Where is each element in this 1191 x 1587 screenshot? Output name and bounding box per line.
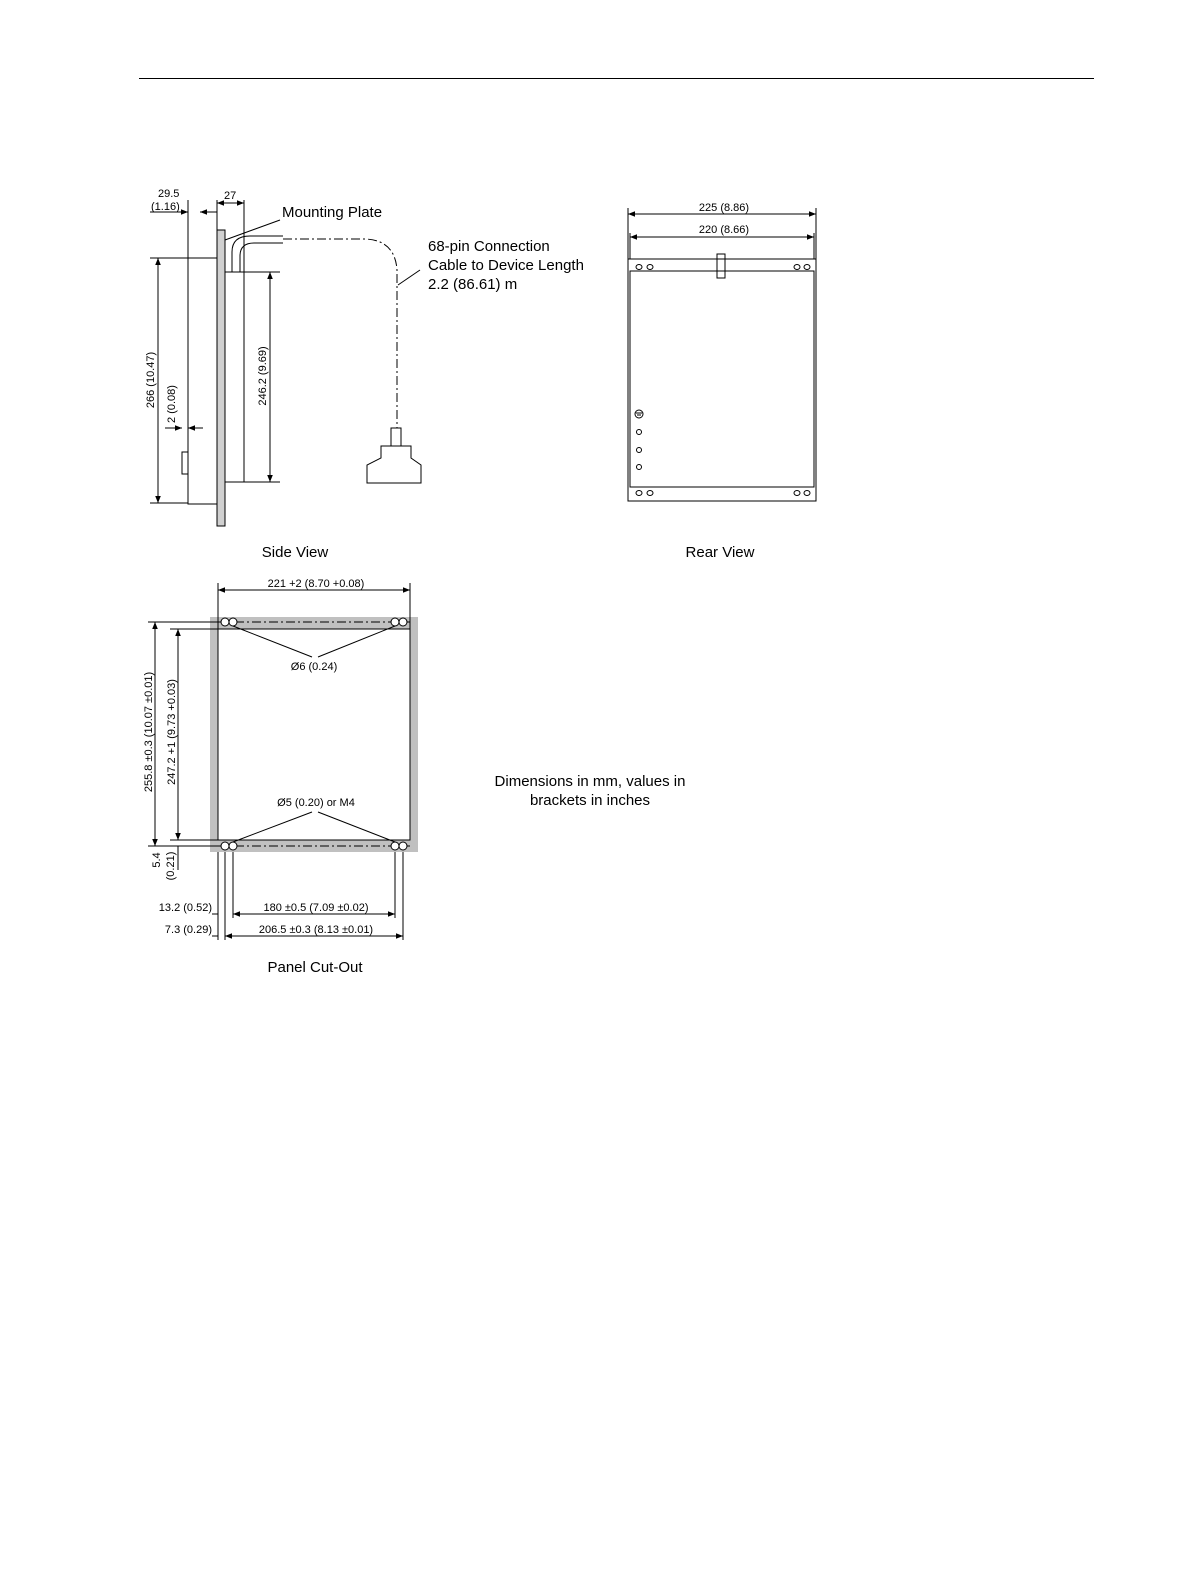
mounting-plate-shape xyxy=(217,230,225,526)
units-note-line1: Dimensions in mm, values in xyxy=(494,773,686,790)
cutout-dim-offset-mm: 5.4 xyxy=(151,852,163,868)
side-view-caption: Side View xyxy=(261,544,329,561)
side-dim-plate: 27 xyxy=(224,190,237,202)
side-dim-depth-in: (1.16) xyxy=(151,201,180,213)
cutout-dim-inner-height: 247.2 +1 (9.73 +0.03) xyxy=(166,679,178,785)
cutout-dim-spacing2: 206.5 ±0.3 (8.13 ±0.01) xyxy=(258,924,374,936)
rear-outline xyxy=(628,259,816,501)
panel-cutout-caption: Panel Cut-Out xyxy=(267,959,363,976)
cutout-dim-spacing1: 180 ±0.5 (7.09 ±0.02) xyxy=(263,902,369,914)
rear-view-caption: Rear View xyxy=(685,544,755,561)
cutout-hole-top: Ø6 (0.24) xyxy=(290,661,338,673)
mounting-plate-label: Mounting Plate xyxy=(282,204,383,221)
cutout-dim-edge1: 13.2 (0.52) xyxy=(158,902,212,914)
side-dim-thickness: 2 (0.08) xyxy=(166,385,178,423)
cutout-dim-width: 221 +2 (8.70 +0.08) xyxy=(267,578,365,590)
side-dim-body: 246.2 (9.69) xyxy=(257,346,269,406)
cutout-dim-offset-in: (0.21) xyxy=(165,851,177,881)
rear-dim-outer: 225 (8.86) xyxy=(698,202,750,214)
cutout-hole-bottom: Ø5 (0.20) or M4 xyxy=(277,797,355,809)
cable-label-line1: 68-pin Connection xyxy=(428,238,550,255)
side-bezel xyxy=(188,258,217,504)
device-body xyxy=(225,272,244,482)
cutout-dim-outer-height: 255.8 ±0.3 (10.07 ±0.01) xyxy=(143,671,155,793)
ground-symbol-icon xyxy=(635,410,643,418)
side-dim-height: 266 (10.47) xyxy=(145,351,157,409)
cable-connector xyxy=(391,428,401,446)
side-view xyxy=(150,200,421,526)
cutout-dim-edge2: 7.3 (0.29) xyxy=(164,924,212,936)
rear-view xyxy=(628,208,816,501)
units-note-line2: brackets in inches xyxy=(529,792,651,809)
rear-dim-inner: 220 (8.66) xyxy=(698,224,750,236)
cable-dashdot xyxy=(283,239,397,428)
cable-label-line2: Cable to Device Length xyxy=(428,257,584,274)
panel-cutout xyxy=(148,583,418,940)
side-dim-depth: 29.5 xyxy=(158,188,180,200)
cable-label-line3: 2.2 (86.61) m xyxy=(428,276,518,293)
